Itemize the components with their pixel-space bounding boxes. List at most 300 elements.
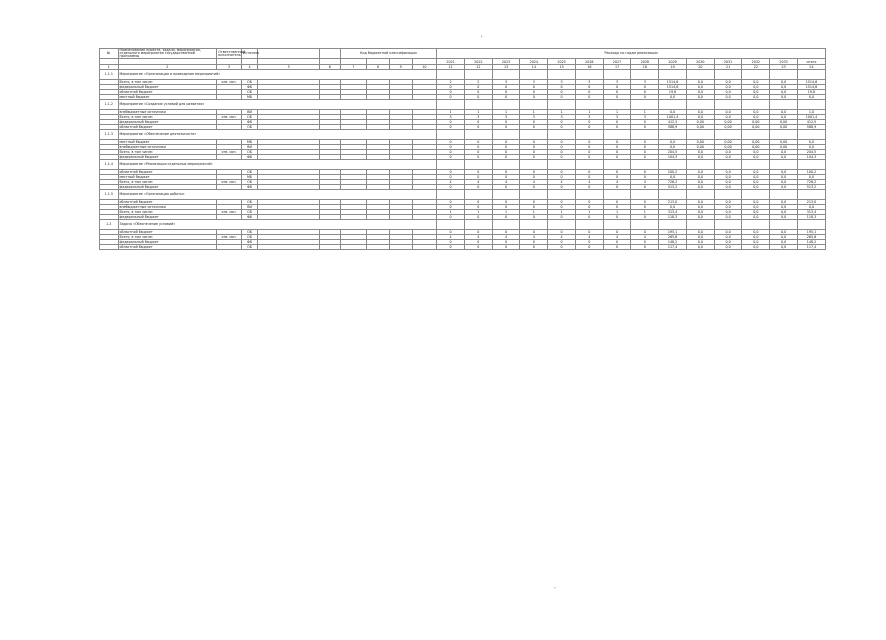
row-value-cell: 0 [548, 85, 576, 90]
row-value-cell: 0,0 [714, 150, 742, 155]
row-value-cell: 0 [575, 185, 603, 190]
row-value-cell: 0 [492, 155, 520, 160]
row-value-cell: 0 [437, 245, 465, 250]
row-value-cell: 0,0 [714, 110, 742, 115]
row-source-cell: МБ [241, 140, 257, 145]
row-value-cell: 0,0 [770, 155, 798, 160]
row-value-cell: 0 [437, 170, 465, 175]
year-header-cell: 2028 [631, 59, 659, 65]
section-empty-cell [770, 160, 798, 170]
row-value-cell: 1 [437, 110, 465, 115]
row-value-cell: 104,3 [797, 155, 825, 160]
row-source-cell: ФБ [241, 120, 257, 125]
row-value-cell: 0 [437, 215, 465, 220]
section-row [100, 130, 826, 140]
row-value-cell: 0 [492, 85, 520, 90]
row-value-cell: 0,0 [742, 85, 770, 90]
row-value-cell: 0 [575, 240, 603, 245]
row-value-cell: 0 [603, 145, 631, 150]
row-name-cell: местный бюджет [118, 140, 217, 145]
section-row [100, 70, 826, 80]
row-value-cell: 0 [464, 120, 492, 125]
row-value-cell: 0,0 [770, 240, 798, 245]
row-value-cell: 0,0 [742, 185, 770, 190]
row-value-cell: 0 [575, 95, 603, 100]
row-value-cell: 1 [492, 110, 520, 115]
row-value-cell: 0,0 [770, 90, 798, 95]
header-cell-no: № [100, 49, 119, 59]
section-empty-cell [603, 190, 631, 200]
row-value-cell: 3 [520, 115, 548, 120]
row-value-cell: 0,0 [770, 185, 798, 190]
column-number-cell: 11 [437, 65, 465, 70]
row-code-cell [367, 245, 390, 250]
row-value-cell: 0 [437, 185, 465, 190]
row-code-cell [258, 245, 320, 250]
year-header-cell: 2022 [464, 59, 492, 65]
row-value-cell: 0 [548, 185, 576, 190]
row-value-cell: 0 [631, 85, 659, 90]
row-value-cell: 0 [437, 90, 465, 95]
row-source-cell: ОБ [241, 200, 257, 205]
row-value-cell: 0,0 [686, 210, 714, 215]
row-value-cell: 3 [437, 115, 465, 120]
row-value-cell: 0 [520, 170, 548, 175]
row-value-cell: 0,0 [742, 90, 770, 95]
row-value-cell: 1 [464, 110, 492, 115]
row-value-cell: 0 [631, 95, 659, 100]
row-value-cell: 213,0 [797, 200, 825, 205]
row-value-cell: 0,0 [659, 110, 687, 115]
section-empty-cell [659, 220, 687, 230]
column-number-cell: 19 [659, 65, 687, 70]
row-value-cell: 0,0 [714, 245, 742, 250]
row-value-cell: 0 [520, 155, 548, 160]
row-value-cell: 1 [492, 210, 520, 215]
row-value-cell: 0,0 [686, 110, 714, 115]
section-empty-cell [520, 130, 548, 140]
section-empty-cell [797, 100, 825, 110]
row-value-cell: 0 [603, 85, 631, 90]
row-value-cell: 0,0 [714, 215, 742, 220]
row-value-cell: 265,6 [659, 235, 687, 240]
row-value-cell: 0 [464, 175, 492, 180]
section-empty-cell [742, 190, 770, 200]
row-value-cell: 0,0 [797, 145, 825, 150]
row-value-cell: 0 [464, 155, 492, 160]
row-value-cell: 1 [464, 210, 492, 215]
row-value-cell: 0,0 [742, 200, 770, 205]
section-empty-cell [603, 130, 631, 140]
row-value-cell: 0,0 [686, 205, 714, 210]
row-value-cell: 0 [548, 155, 576, 160]
row-value-cell: 0,0 [714, 200, 742, 205]
row-value-cell: 0 [520, 245, 548, 250]
row-code-cell [389, 245, 412, 250]
section-empty-cell [770, 130, 798, 140]
row-value-cell: 0,0 [742, 170, 770, 175]
row-value-cell: 3 [603, 80, 631, 85]
row-value-cell: 0,0 [686, 90, 714, 95]
section-name-cell: Мероприятие «Реализация отдельных мероприятий» [118, 160, 437, 170]
column-number-cell: 8 [367, 65, 390, 70]
row-value-cell: 0 [575, 125, 603, 130]
row-exec-cell: отв. исп. [217, 115, 242, 120]
row-value-cell: 4 [548, 235, 576, 240]
row-value-cell: 0 [631, 155, 659, 160]
row-value-cell: 0 [520, 215, 548, 220]
section-empty-cell [659, 160, 687, 170]
row-value-cell: 0 [492, 215, 520, 220]
section-number-cell: 1.1.4 [100, 160, 119, 170]
row-value-cell: 0,0 [659, 175, 687, 180]
row-value-cell: 0 [492, 120, 520, 125]
section-empty-cell [437, 130, 465, 140]
section-empty-cell [575, 130, 603, 140]
section-empty-cell [548, 190, 576, 200]
row-value-cell: 0 [603, 215, 631, 220]
section-empty-cell [464, 100, 492, 110]
section-empty-cell [686, 100, 714, 110]
column-number-cell: 10 [412, 65, 437, 70]
section-empty-cell [603, 70, 631, 80]
row-value-cell: 0 [520, 240, 548, 245]
column-number-cell: 4 [241, 65, 257, 70]
row-value-cell: 0 [631, 215, 659, 220]
row-value-cell: 0 [631, 90, 659, 95]
row-value-cell: 0,0 [770, 200, 798, 205]
row-value-cell: 1001,4 [797, 115, 825, 120]
section-empty-cell [742, 220, 770, 230]
row-value-cell: 0 [575, 230, 603, 235]
row-value-cell: 0,00 [686, 120, 714, 125]
row-value-cell: 0,0 [714, 205, 742, 210]
section-empty-cell [520, 70, 548, 80]
row-value-cell: 0 [548, 125, 576, 130]
row-value-cell: 0 [548, 205, 576, 210]
page-mark-bottom: , [554, 583, 556, 590]
header-cell-years: Расходы по годам реализации [437, 49, 826, 59]
row-value-cell: 726,2 [797, 180, 825, 185]
row-value-cell: 118,3 [797, 215, 825, 220]
row-value-cell: 3 [603, 115, 631, 120]
row-value-cell: 0 [575, 245, 603, 250]
row-source-cell: МБ [241, 175, 257, 180]
row-value-cell: 0 [548, 245, 576, 250]
row-source-cell: ОБ [241, 170, 257, 175]
row-value-cell: 412,5 [797, 120, 825, 125]
column-number-cell: 12 [464, 65, 492, 70]
section-empty-cell [492, 100, 520, 110]
row-value-cell: 0 [548, 90, 576, 95]
section-empty-cell [631, 220, 659, 230]
section-empty-cell [714, 160, 742, 170]
row-value-cell: 0,00 [770, 140, 798, 145]
column-number-cell: 9 [389, 65, 412, 70]
row-value-cell: 0,0 [742, 95, 770, 100]
row-value-cell: 0 [631, 150, 659, 155]
year-header-cell: 2033 [770, 59, 798, 65]
row-value-cell: 104,3 [659, 155, 687, 160]
section-empty-cell [603, 160, 631, 170]
row-value-cell: 0,0 [686, 155, 714, 160]
row-code-cell [320, 245, 341, 250]
row-value-cell: 118,3 [659, 215, 687, 220]
row-value-cell: 0 [492, 245, 520, 250]
header-cell-src: Источник [241, 49, 257, 59]
section-empty-cell [686, 160, 714, 170]
row-value-cell: 0 [548, 230, 576, 235]
row-value-cell: 4 [575, 180, 603, 185]
row-value-cell: 0,00 [742, 145, 770, 150]
section-empty-cell [492, 160, 520, 170]
row-value-cell: 0 [464, 245, 492, 250]
row-value-cell: 0 [548, 95, 576, 100]
row-value-cell: 0,0 [797, 95, 825, 100]
row-value-cell: 0,0 [659, 145, 687, 150]
row-source-cell: ФБ [241, 240, 257, 245]
row-value-cell: 4 [437, 235, 465, 240]
header-cell-empty [258, 49, 320, 59]
section-empty-cell [575, 220, 603, 230]
row-value-cell: 19,8 [797, 90, 825, 95]
section-empty-cell [742, 100, 770, 110]
section-empty-cell [686, 130, 714, 140]
row-value-cell: 0 [464, 150, 492, 155]
row-value-cell: 0 [492, 240, 520, 245]
section-empty-cell [492, 70, 520, 80]
row-value-cell: 0 [492, 230, 520, 235]
year-header-cell: 2032 [742, 59, 770, 65]
section-empty-cell [603, 100, 631, 110]
row-name-cell: областной бюджет [118, 245, 217, 250]
header-cell-name: Наименование проекта, задачи, мероприятия, отдельного мероприятия государственной программы [118, 49, 217, 59]
row-value-cell: 1514,6 [797, 80, 825, 85]
row-value-cell: 0,00 [714, 145, 742, 150]
row-value-cell: 4 [520, 235, 548, 240]
row-value-cell: 0 [464, 95, 492, 100]
row-source-cell: ОБ [241, 115, 257, 120]
row-value-cell: 0 [464, 185, 492, 190]
row-value-cell: 0,0 [714, 240, 742, 245]
row-value-cell: 0,0 [770, 110, 798, 115]
row-value-cell: 1514,6 [659, 85, 687, 90]
row-value-cell: 0,0 [686, 235, 714, 240]
row-value-cell: 0 [464, 200, 492, 205]
row-value-cell: 0,0 [770, 215, 798, 220]
section-empty-cell [659, 190, 687, 200]
page-mark-top: ' [481, 35, 483, 42]
row-value-cell: 0,0 [686, 115, 714, 120]
row-exec-cell: отв. исп. [217, 235, 242, 240]
row-value-cell: 0,0 [742, 245, 770, 250]
row-value-cell: 0,0 [742, 180, 770, 185]
section-empty-cell [742, 160, 770, 170]
row-source-cell: МБ [241, 95, 257, 100]
row-value-cell: 3 [631, 115, 659, 120]
row-value-cell: 204,5 [659, 150, 687, 155]
row-value-cell: 0 [548, 145, 576, 150]
column-number-cell: 13 [492, 65, 520, 70]
row-value-cell: 0 [464, 230, 492, 235]
row-value-cell: 0 [575, 140, 603, 145]
header-row [100, 49, 826, 59]
row-value-cell: 0,0 [714, 210, 742, 215]
row-value-cell: 4 [631, 180, 659, 185]
row-value-cell: 0,0 [686, 95, 714, 100]
section-empty-cell [464, 220, 492, 230]
row-value-cell: 0 [492, 125, 520, 130]
row-value-cell: 0 [603, 205, 631, 210]
row-value-cell: 265,6 [797, 235, 825, 240]
row-value-cell: 1001,4 [659, 115, 687, 120]
section-empty-cell [714, 130, 742, 140]
row-value-cell: 0 [520, 200, 548, 205]
section-empty-cell [714, 190, 742, 200]
row-value-cell: 313,4 [659, 210, 687, 215]
row-value-cell: 0 [464, 215, 492, 220]
section-empty-cell [714, 70, 742, 80]
row-value-cell: 0,0 [770, 210, 798, 215]
row-value-cell: 195,1 [797, 230, 825, 235]
column-number-cell: 22 [742, 65, 770, 70]
row-value-cell: 0,0 [686, 240, 714, 245]
row-value-cell: 117,4 [659, 245, 687, 250]
row-value-cell: 0 [603, 90, 631, 95]
section-empty-cell [548, 70, 576, 80]
section-empty-cell [575, 160, 603, 170]
column-number-cell: 3 [217, 65, 242, 70]
header-cell-empty [320, 49, 341, 59]
row-value-cell: 0 [603, 125, 631, 130]
row-name-cell: Всего, в том числе: [118, 235, 217, 240]
row-value-cell: 0 [575, 85, 603, 90]
row-value-cell: 1 [520, 210, 548, 215]
row-value-cell: 0,00 [686, 145, 714, 150]
section-empty-cell [659, 70, 687, 80]
row-value-cell: 3 [520, 80, 548, 85]
row-value-cell: 0,0 [742, 205, 770, 210]
row-value-cell: 0,0 [770, 85, 798, 90]
row-value-cell: 0 [631, 230, 659, 235]
row-value-cell: 0,0 [742, 150, 770, 155]
row-value-cell: 0 [520, 185, 548, 190]
row-value-cell: 0,0 [770, 115, 798, 120]
row-value-cell: 726,2 [659, 180, 687, 185]
row-value-cell: 100,2 [797, 170, 825, 175]
row-exec-cell [217, 245, 242, 250]
row-value-cell: 0,0 [659, 140, 687, 145]
row-value-cell: 100,2 [659, 170, 687, 175]
section-empty-cell [520, 100, 548, 110]
section-empty-cell [686, 220, 714, 230]
row-value-cell: 0,0 [742, 210, 770, 215]
column-number-cell: 17 [603, 65, 631, 70]
section-row [100, 160, 826, 170]
row-value-cell: 0 [437, 175, 465, 180]
section-empty-cell [742, 130, 770, 140]
row-value-cell: 0 [437, 230, 465, 235]
row-value-cell: 0 [520, 85, 548, 90]
row-value-cell: 0,00 [714, 140, 742, 145]
row-value-cell: 0,0 [714, 80, 742, 85]
row-name-cell: местный бюджет [118, 175, 217, 180]
column-number-cell: 20 [686, 65, 714, 70]
row-value-cell: 0 [631, 175, 659, 180]
column-number-cell: 18 [631, 65, 659, 70]
row-name-cell: федеральный бюджет [118, 85, 217, 90]
row-value-cell: 0 [603, 240, 631, 245]
header-cell-exec: Ответственный исполнитель [218, 49, 246, 57]
row-value-cell: 1 [548, 110, 576, 115]
row-value-cell: 0,0 [714, 90, 742, 95]
row-value-cell: 0,0 [714, 180, 742, 185]
row-source-cell: ВИ [241, 205, 257, 210]
row-value-cell: 0 [492, 170, 520, 175]
row-value-cell: 0 [575, 170, 603, 175]
section-number-cell: 1.2 [100, 220, 119, 230]
row-name-cell: федеральный бюджет [118, 185, 217, 190]
section-empty-cell [714, 220, 742, 230]
row-value-cell: 4 [464, 180, 492, 185]
header-cell-code: Код бюджетной классификации [340, 49, 437, 59]
column-number-cell: 15 [548, 65, 576, 70]
row-source-cell: ОБ [241, 150, 257, 155]
row-value-cell: 0 [575, 155, 603, 160]
row-value-cell: 117,4 [797, 245, 825, 250]
section-empty-cell [548, 130, 576, 140]
row-value-cell: 0 [492, 150, 520, 155]
row-value-cell: 0,00 [770, 145, 798, 150]
row-value-cell: 0 [603, 95, 631, 100]
row-value-cell: 0 [492, 200, 520, 205]
row-value-cell: 0,0 [686, 80, 714, 85]
row-value-cell: 0,0 [770, 170, 798, 175]
row-value-cell: 0,0 [742, 230, 770, 235]
row-value-cell: 513,2 [797, 185, 825, 190]
section-empty-cell [686, 190, 714, 200]
row-value-cell: 0,0 [714, 95, 742, 100]
row-value-cell: 0,00 [770, 125, 798, 130]
row-value-cell: 0 [437, 200, 465, 205]
row-value-cell: 0 [631, 205, 659, 210]
column-number-cell: 5 [258, 65, 320, 70]
row-value-cell: 0 [492, 140, 520, 145]
column-number-cell: 21 [714, 65, 742, 70]
section-empty-cell [797, 190, 825, 200]
section-empty-cell [631, 130, 659, 140]
row-value-cell: 0 [548, 120, 576, 125]
row-value-cell: 3 [631, 80, 659, 85]
row-value-cell: 0,0 [686, 230, 714, 235]
row-value-cell: 204,5 [797, 150, 825, 155]
row-source-cell: ОБ [241, 80, 257, 85]
row-value-cell: 0,0 [742, 115, 770, 120]
row-value-cell: 0 [631, 140, 659, 145]
column-number-cell: 1 [100, 65, 119, 70]
section-empty-cell [797, 160, 825, 170]
row-value-cell: 0,0 [742, 215, 770, 220]
row-value-cell: 0 [464, 170, 492, 175]
section-empty-cell [659, 130, 687, 140]
row-name-cell: областной бюджет [118, 230, 217, 235]
row-value-cell: 588,9 [659, 125, 687, 130]
row-value-cell: 3 [492, 80, 520, 85]
row-value-cell: 0,00 [714, 120, 742, 125]
row-value-cell: 0 [464, 90, 492, 95]
row-value-cell: 0,00 [742, 125, 770, 130]
row-value-cell: 0,00 [686, 140, 714, 145]
